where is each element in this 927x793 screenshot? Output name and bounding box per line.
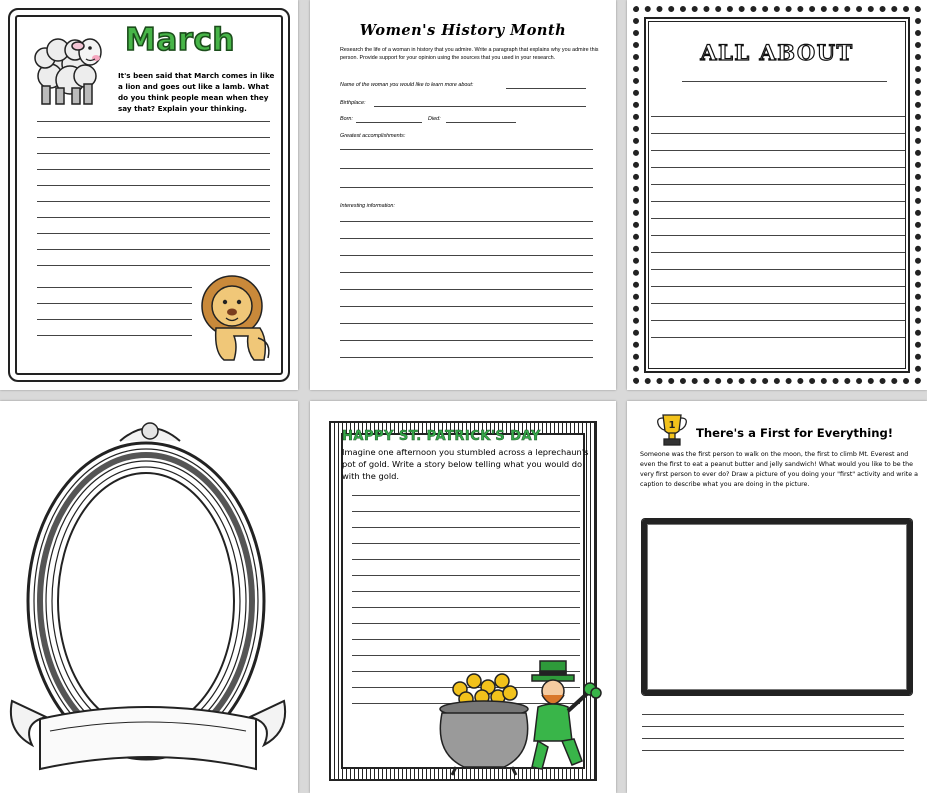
writing-prompt: Research the life of a woman in history that you admire. Write a paragraph that explains why you admire this person. Provide support for your opinion using the sources that you used in your research. [340, 47, 599, 61]
page-all-about [627, 0, 927, 390]
birthplace-label: Birthplace: [340, 100, 366, 106]
writing-prompt: Imagine one afternoon you stumbled across a leprechaun's pot of gold. Write a story below telling what you would do with the gold. [342, 447, 589, 481]
info-label: Interesting information: [340, 203, 395, 209]
trophy-icon [655, 411, 689, 449]
pot-of-gold-icon [430, 667, 538, 777]
writing-prompt: It's been said that March comes in like a lion and goes out like a lamb. What do you think people mean when they say that? Explain your thinking. [118, 71, 275, 113]
name-label: Name of the woman you would like to learn more about: [340, 82, 474, 88]
page-march [0, 0, 298, 390]
trophy-label: 1 [668, 420, 676, 431]
died-label: Died: [428, 116, 441, 122]
page-title: Women's History Month [359, 22, 567, 39]
page-title: ALL ABOUT [700, 40, 854, 65]
page-st-patricks [310, 401, 616, 793]
page-ornate-frame [0, 401, 298, 793]
ornate-frame [0, 401, 298, 793]
leprechaun-icon [528, 655, 602, 779]
drawing-box [642, 519, 912, 695]
lion-icon [196, 268, 276, 366]
page-title: There's a First for Everything! [696, 426, 894, 440]
page-womens-history [310, 0, 616, 390]
born-label: Born: [340, 116, 353, 122]
writing-prompt: Someone was the first person to walk on the moon, the first to climb Mt. Everest and even the first to eat a peanut butter and jelly sandwich! What would you like to be the very first person to ever do? Draw a picture of you doing your "first" activity and write a caption to describe what you are doing in the picture. [640, 451, 918, 489]
lamb-icon [20, 26, 114, 110]
page-title: March [125, 22, 236, 58]
accomplishments-label: Greatest accomplishments: [340, 133, 406, 139]
name-line [682, 81, 887, 82]
page-first-for-everything [627, 401, 927, 793]
page-title: HAPPY ST. PATRICK'S DAY [342, 429, 541, 444]
